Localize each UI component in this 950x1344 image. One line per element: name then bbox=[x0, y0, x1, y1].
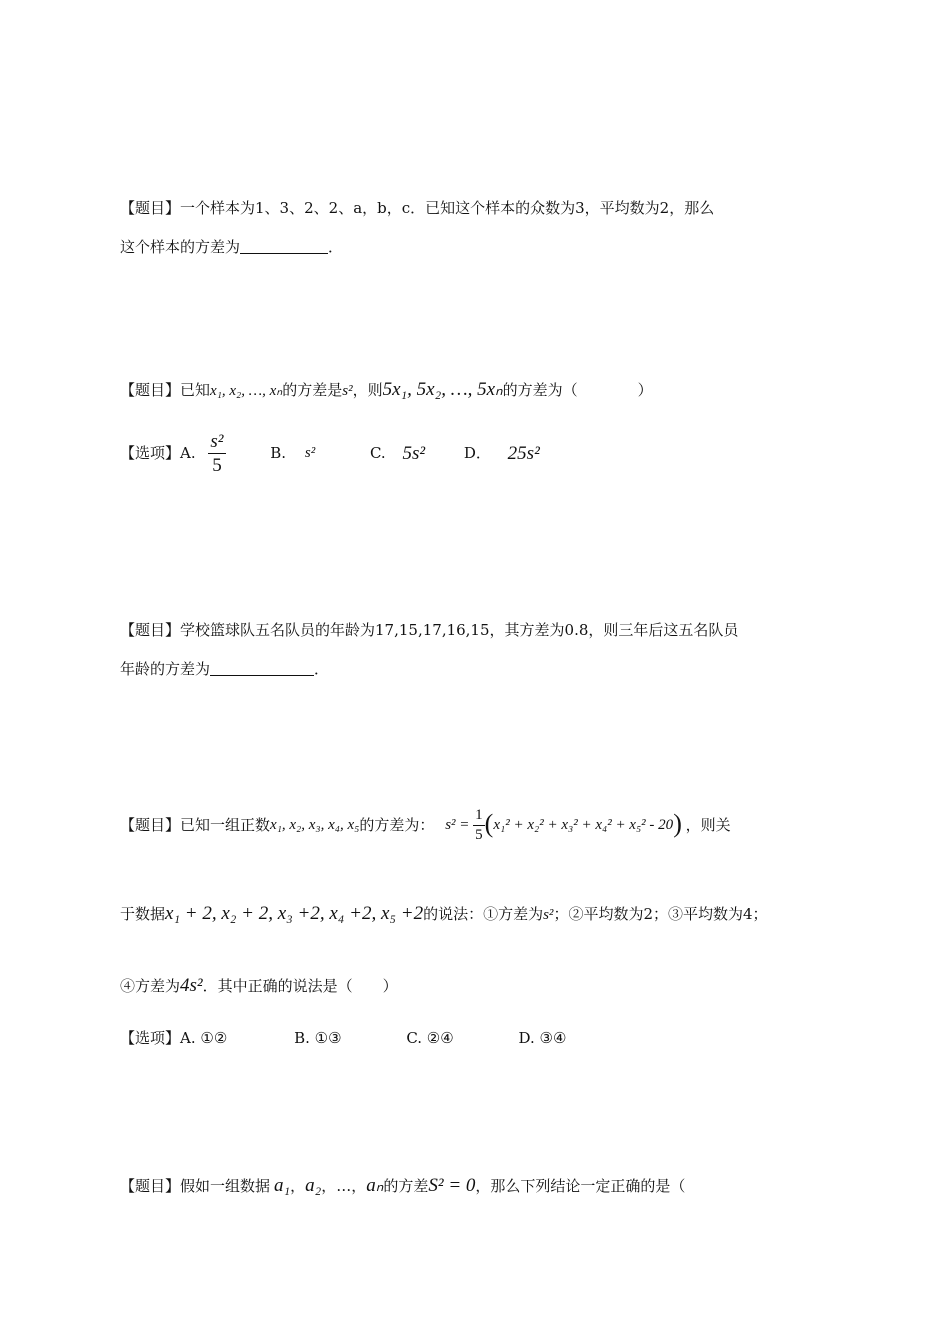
formula-fraction bbox=[473, 808, 485, 843]
question-2-text: 的方差是 bbox=[282, 381, 343, 399]
option-a-fraction[interactable] bbox=[208, 432, 225, 475]
question-4-text-6: ．其中正确的说法是（ ） bbox=[202, 977, 398, 995]
fraction-numerator: s² bbox=[210, 431, 224, 452]
a1: a₁ bbox=[274, 1175, 291, 1196]
question-4-line-1 bbox=[120, 808, 731, 843]
question-4-intro: 已知一组正数 bbox=[180, 816, 271, 834]
question-label: 【题目】 bbox=[120, 621, 181, 639]
question-2-known: 已知 bbox=[180, 381, 211, 399]
variance-symbol: s² bbox=[342, 383, 353, 399]
question-4-line-2 bbox=[120, 904, 768, 923]
question-label: 【题目】 bbox=[120, 199, 181, 217]
question-5-intro: 假如一组数据 bbox=[180, 1177, 271, 1195]
option-d-label[interactable]: D． bbox=[463, 444, 491, 462]
sequence-x: x₁, x₂, …, xₙ bbox=[210, 383, 283, 399]
question-4-options bbox=[120, 1031, 566, 1046]
a2: a₂ bbox=[305, 1175, 322, 1196]
option-c-label[interactable]: C. bbox=[369, 444, 386, 462]
option-a[interactable]: A. ①② bbox=[180, 1029, 228, 1047]
sequence-5x: 5x₁, 5x₂, …, 5xₙ bbox=[382, 379, 503, 400]
option-b-value[interactable]: s² bbox=[304, 445, 316, 461]
question-2-then: ，则 bbox=[352, 381, 383, 399]
data-set: x₁ + 2, x₂ + 2, x₃ +2, x₄ +2, x₅ +2 bbox=[165, 903, 424, 924]
question-3-line-1 bbox=[120, 623, 738, 638]
question-2-options bbox=[120, 432, 540, 475]
ellipsis: … bbox=[336, 1177, 352, 1195]
question-5-line bbox=[120, 1176, 685, 1195]
fraction-denominator: 5 bbox=[475, 827, 483, 843]
variance-formula: S² = 0 bbox=[428, 1175, 476, 1196]
question-3-line-2 bbox=[120, 661, 329, 677]
period: ． bbox=[328, 238, 344, 256]
variance-symbol: s² bbox=[543, 907, 554, 923]
question-2-text-2: 的方差为（ bbox=[502, 381, 578, 399]
answer-blank[interactable] bbox=[240, 239, 328, 254]
question-1-line-2 bbox=[120, 239, 343, 255]
option-d[interactable]: D. ③④ bbox=[518, 1029, 567, 1047]
question-1-text: 一个样本为1、3、2、2、a，b，c．已知这个样本的众数为3，平均数为2，那么 bbox=[180, 199, 715, 217]
option-d-value[interactable]: 25s² bbox=[507, 443, 540, 464]
close-paren: ） bbox=[637, 381, 653, 399]
question-4-text: 的方差为： bbox=[359, 816, 435, 834]
fraction-numerator: 1 bbox=[473, 808, 485, 826]
options-label: 【选项】 bbox=[120, 444, 181, 462]
question-1-text-2: 这个样本的方差为 bbox=[120, 238, 241, 256]
question-4-line-3 bbox=[120, 976, 398, 995]
fraction-denominator: 5 bbox=[212, 455, 222, 476]
option-a-label[interactable]: A. bbox=[180, 444, 196, 462]
question-3-text-2: 年龄的方差为 bbox=[120, 660, 211, 678]
formula-body: x₁² + x₂² + x₃² + x₄² + x₅² - 20 bbox=[493, 817, 674, 833]
period: ． bbox=[314, 660, 330, 678]
option-b[interactable]: B. ①③ bbox=[294, 1029, 342, 1047]
question-label: 【题目】 bbox=[120, 381, 181, 399]
option-b-label[interactable]: B. bbox=[270, 444, 287, 462]
question-1-line-1 bbox=[120, 201, 714, 216]
option-c[interactable]: C. ②④ bbox=[406, 1029, 454, 1047]
variance-4s2: 4s² bbox=[180, 975, 203, 996]
question-4-text-3: 的说法：①方差为 bbox=[423, 905, 544, 923]
question-5-text: 的方差 bbox=[383, 1177, 429, 1195]
question-label: 【题目】 bbox=[120, 1177, 181, 1195]
comma: ， bbox=[321, 1177, 337, 1195]
question-4-text-4: ；②平均数为2；③平均数为4； bbox=[553, 905, 768, 923]
variance-formula: s² = $\frac{1}{5}$ (x₁² + x₂² + x₃² + x₄² + x₅² - 20) bbox=[445, 807, 682, 843]
question-label: 【题目】 bbox=[120, 816, 181, 834]
comma: ， bbox=[290, 1177, 306, 1195]
an: aₙ bbox=[366, 1175, 384, 1196]
answer-blank[interactable] bbox=[210, 661, 314, 676]
formula-lhs: s² = bbox=[445, 817, 470, 833]
question-4-text-5: ④方差为 bbox=[120, 977, 181, 995]
question-2-line bbox=[120, 380, 653, 399]
question-4-then: ，则关 bbox=[685, 816, 731, 834]
sequence-x5: x₁, x₂, x₃, x₄, x₅ bbox=[270, 817, 360, 833]
question-3-text: 学校篮球队五名队员的年龄为17,15,17,16,15，其方差为0.8，则三年后这五名队员 bbox=[180, 621, 739, 639]
options-label: 【选项】 bbox=[120, 1029, 181, 1047]
question-4-text-2: 于数据 bbox=[120, 905, 166, 923]
comma: ， bbox=[351, 1177, 367, 1195]
option-c-value[interactable]: 5s² bbox=[402, 443, 426, 464]
question-5-text-2: ，那么下列结论一定正确的是（ bbox=[475, 1177, 686, 1195]
